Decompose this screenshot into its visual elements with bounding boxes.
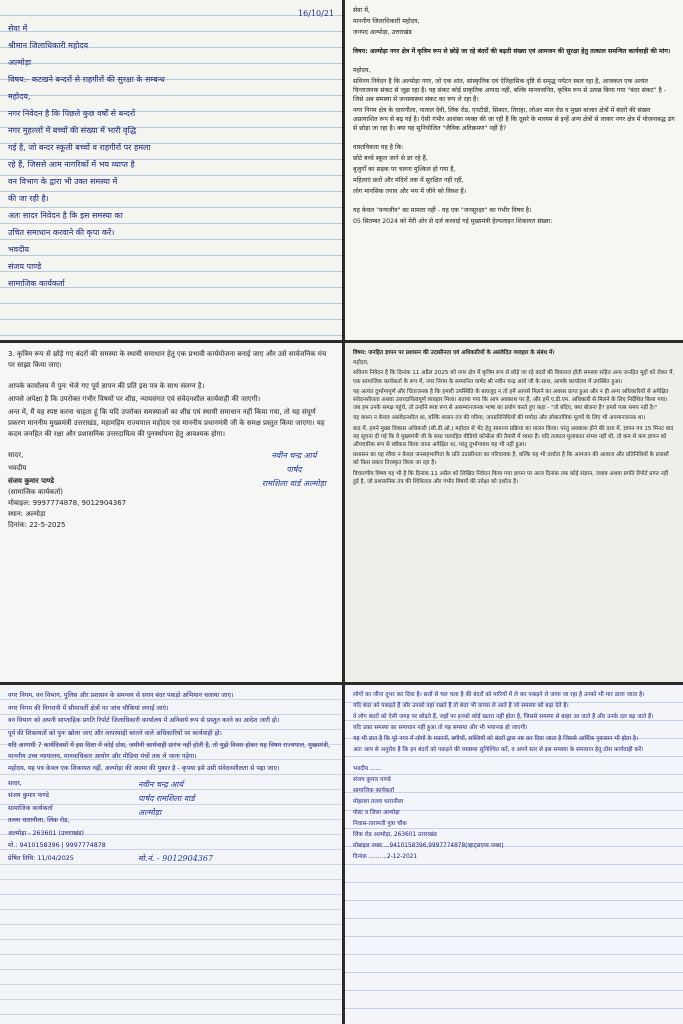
cosign-line: पार्षद xyxy=(286,465,302,474)
address-line: सेवा में, xyxy=(353,7,370,14)
letter-line: नगर मुहल्लों में बच्चों की संख्या में भारी वृद्धि xyxy=(8,126,136,135)
closing-line: लिंक रोड अल्मोड़ा, 263601 उत्तराखंड xyxy=(353,832,437,838)
handwritten-letter-panel xyxy=(0,0,342,340)
demand-item: नगर निगम की निगरानी में सीमावर्ती क्षेत्रों पर जांच चौकियां लगाई जाएं। xyxy=(8,704,169,712)
closing-line: सामाजिक कार्यकर्ता xyxy=(8,804,53,812)
cosign-line: पार्षद रामशिला वार्ड xyxy=(138,793,195,803)
closing-line: संजय कुमार पाण्डे xyxy=(8,792,49,799)
reality-heading: वास्तविकता यह है कि: xyxy=(353,144,404,151)
older-letter-page xyxy=(345,685,683,1024)
closing-line: पोस्ट व जिला अल्मोड़ा xyxy=(353,810,400,816)
closing-line: दिनांक ..........2-12-2021 xyxy=(353,854,418,860)
reality-item: बुजुर्गों का सड़क पर चलना मुश्किल हो गया है, xyxy=(353,166,456,173)
closing-line: मोबाइल नम्बर ...9410158396,9997774878(व्हाट्सएप्प नम्बर) xyxy=(353,843,504,849)
sender-place: स्थान: अल्मोड़ा xyxy=(8,510,46,518)
cosign-line: नवीन चन्द्र आर्य xyxy=(138,779,184,789)
closing-line: भवदीय xyxy=(8,464,27,472)
letter-address xyxy=(353,6,675,37)
closing-line: मो.: 9410158396 | 9997774878 xyxy=(8,842,106,849)
letter-paragraph: आपके कार्यालय में पुनः भेजे गए पूर्व ज्ञापन की प्रति इस पत्र के साथ संलग्न है। xyxy=(8,382,205,390)
closing-line: निवास-तारामती पुत्रा चौक xyxy=(353,821,407,827)
letter-salutation: महोदय, xyxy=(353,360,369,367)
letter-line: रहे हैं, जिससे आम नागरिकों में भय व्याप्त है xyxy=(8,160,135,169)
sender-role: (सामाजिक कार्यकर्ता) xyxy=(8,488,64,496)
letter-paragraph: वे लोग बंदरों को ऐसी जगह पर छोड़ते हैं, जहाँ पर इनको कोई खतरा नहीं होता है, जिससे समस्या से बाहर आ जाते हैं और उनके दल बढ़ जाते हैं। xyxy=(353,714,654,720)
address-line: जनपद अल्मोड़ा, उत्तराखंड xyxy=(353,29,412,36)
letter-paragraph: यदि बंदर को पकड़ते हैं और उनको वहां रखते हैं तो बंदर भी वापस ले आते हैं जो समस्या को बढ़ा देते हैं। xyxy=(353,703,569,709)
letter-paragraph: आपसे अपेक्षा है कि उपरोक्त गंभीर विषयों पर शीघ्र, न्यायसंगत एवं संवेदनशील कार्यवाही की जाएगी। xyxy=(8,395,261,403)
letter-paragraph: नगर निगम क्षेत्र के धारानौला, पाताल देवी, लिंक रोड, एनटीडी, सिकार, तिराहा, लोअर माल रोड व मुख्य बाजार क्षेत्रों में बंदरों की संख्या अप्रत्याशित रूप से बढ़ गई है। ऐसी गंभीर आशंका व्यक्त की जा रही है कि दूसरे के माध्यम से इन्हें अन्य क्षेत्रों से लाकर नगर क्षेत्र में योजनाबद्ध ढंग से छोड़ा जा रहा है। क्या यह सुनियोजित "जैविक अतिक्रमण" नहीं है? xyxy=(353,107,677,132)
letter-line: सेवा में xyxy=(8,24,28,33)
letter-line: नगर निवेदन है कि पिछले कुछ वर्षों से बन्दरों xyxy=(8,109,136,118)
footer-line: 05 सितम्बर 2024 को मेरी ओर से दर्ज करवाई गई मुख्यमंत्री हेल्पलाइन शिकायत संख्या: xyxy=(353,218,553,225)
reality-list xyxy=(353,154,675,196)
cosigner-signature xyxy=(138,779,195,821)
letter-paragraph: विचारणीय विषय यह भी है कि दिनांक 11 अप्रैल को लिखित निवेदन किया गया ज्ञापन पर आज दिनांक तक कोई संज्ञान, जवाब अथवा प्रगति रिपोर्ट प्राप्त नहीं हुई है, जो प्रशासनिक तंत्र की शिथिलता और गंभीर विषयों की उपेक्षा को दर्शाता है। xyxy=(353,470,670,485)
letter-line: गई है, जो बन्दर स्कूली बच्चों व राहगीरों पर हमला xyxy=(8,143,151,152)
closing-line: सादर, xyxy=(8,779,22,787)
typed-letter-complaint-page xyxy=(345,343,683,682)
letter-line: विषय:- कटखने बन्दरों से राहगीरों की सुरक्षा के सम्बन्ध xyxy=(8,75,165,84)
letter-date: दिनांक: 22-5-2025 xyxy=(8,521,66,529)
letter-paragraph: यह कथन न केवल असंवेदनशील था, बल्कि शासन तंत्र की गरिमा, जनप्रतिनिधियों की मर्यादा और लोकतांत्रिक मूल्यों के लिए भी अपमानजनक था। xyxy=(353,415,646,422)
reality-item: महिलाएं छतों और मंदिरों तक में सुरक्षित नहीं रहीं, xyxy=(353,177,464,184)
address-line: माननीय जिलाधिकारी महोदय, xyxy=(353,18,420,25)
cosigner-mobile: मो.नं. - 9012904367 xyxy=(138,853,214,863)
letter-paragraph: यह अत्यंत दुर्भाग्यपूर्ण और चिंताजनक है कि हमारी उपस्थिति के बावजूद न तो हमें आपसे मिलने का अवसर प्राप्त हुआ और न ही अन्य अधिकारियों से अपेक्षित संवेदनशीलता अथवा उत्तरदायित्वपूर्ण व्यवहार मिला। बताया गया कि आप अवकाश पर हैं, और हमें ए.डी.एम. अधिकारी से मिलने के लिए निर्देशित किया गया। जब हम उनके समक्ष पहुंचे, तो उन्होंने स्पष्ट रूप से असम्मानजनक भाषा का प्रयोग करते हुए कहा - "तो बंदिए, क्या बोलना है? हमारे पास समय नहीं है।" xyxy=(353,388,671,412)
signature-block xyxy=(8,779,334,865)
closing-line: भवदीय ...... xyxy=(353,766,382,772)
letter-paragraph: यदि उक्त समस्या का समाधान नहीं हुआ तो यह समस्या और भी भयानक हो जाएगी। xyxy=(353,725,528,731)
letter-line: उचित समाधान करवाने की कृपा करें। xyxy=(8,228,115,237)
cosigner-signature xyxy=(262,450,326,492)
letter-line: महोदय, xyxy=(8,92,31,101)
point-three: 3. कृत्रिम रूप से छोड़े गए बंदरों की समस्या के स्थायी समाधान हेतु एक प्रभावी कार्ययोजना बनाई जाए और उसे सार्वजनिक मंच पर साझा किया जाए। xyxy=(8,350,329,369)
letter-paragraph: प्रशासन का यह रवैया न केवल जनसहभागिता के प्रति उदासीनता का परिचायक है, बल्कि यह भी दर्शाता है कि आमजन की आवाज और प्रतिनिधियों के प्रयासों को किस प्रकार तिरस्कृत किया जा रहा है। xyxy=(353,452,671,467)
sender-name: संजय कुमार पाण्डे xyxy=(8,477,54,485)
letter-paragraph: यह भी ज्ञात है कि पूरे नगर में लोगों के मकानों, बगीचों, सब्जियों को बंदरों द्वारा नष्ट कर दिया जाता है जिससे आर्थिक नुकसान भी होता है। xyxy=(353,736,639,742)
letter-paragraph: बाद में, हमने मुख्य विकास अधिकारी (सी.डी.ओ.) महोदय से भेंट हेतु सामान्य प्रक्रिया का पालन किया। परंतु अवकाश होने की दशा में, ज्ञापन पत्र 15 मिनट बाद यह सूचना दी गई कि वे मुख्यमंत्री जी के साथ चलरहित वीडियो कॉन्फ्रेंस की तैयारी में व्यस्त हैं। यदि तत्काल मुलाकात संभव नहीं थी, तो कम से कम ज्ञापन को औपचारिक रूप से स्वीकार किया जाना अपेक्षित था, परंतु दुर्भाग्यवश यह भी नहीं हुआ। xyxy=(353,425,676,449)
letter-salutation: महोदय, xyxy=(353,67,371,74)
letter-paragraphs xyxy=(353,369,675,486)
letter-line: वन विभाग के द्वारा भी उक्त समस्या में xyxy=(8,177,118,186)
letter-subject: विषय: जनहित ज्ञापन पर प्रशासन की उदासीनता एवं अधिकारियों के असंवेदित व्यवहार के संबंध में। xyxy=(353,350,555,356)
letter-line: भवदीय xyxy=(8,245,30,254)
letter-line: श्रीमान जिलाधिकारी महोदय xyxy=(8,41,89,50)
reality-item: छोटे बच्चे स्कूल जाने से डर रहे हैं, xyxy=(353,155,428,162)
signature-block xyxy=(353,765,675,862)
closing-paragraphs xyxy=(8,381,334,440)
demand-item: नगर निगम, वन विभाग, पुलिस और प्रशासन के समन्वय से सघन बंदर पकड़ो अभियान चलाया जाए। xyxy=(8,692,234,699)
letter-body xyxy=(8,21,334,291)
demands-letter-page xyxy=(0,685,342,1024)
demand-item: पूर्व की शिकायतों को पुनः खोला जाए और लापरवाही बरतने वाले अधिकारियों पर कार्यवाही हो। xyxy=(8,729,222,737)
letter-line: अतः सादर निवेदन है कि इस समस्या का xyxy=(8,211,123,220)
closing-line: सादर, xyxy=(8,451,24,459)
letter-footer xyxy=(353,206,675,226)
letter-paragraphs xyxy=(353,77,675,133)
cosign-line: अल्मोड़ा xyxy=(138,807,162,817)
letter-line: संजय पाण्डे xyxy=(8,262,42,271)
reality-item: लोग मानसिक तनाव और भय में जीने को विवश हैं। xyxy=(353,188,467,195)
letter-paragraph: सविनय निवेदन है कि दिनांक 11 अप्रैल 2025 को नगर क्षेत्र में कृत्रिम रूप से छोड़े जा रहे बंदरों की विकराल होती समस्या सहित अन्य जनहित मुद्दों को लेकर मैं, एक सामाजिक कार्यकर्ता के रूप में, नगर निगम के सम्मानित पार्षद श्री नवीन चन्द्र आर्य जी के साथ, आपके कार्यालय में उपस्थित हुआ। xyxy=(353,370,677,385)
letter-subject: विषय: अल्मोड़ा नगर क्षेत्र में कृत्रिम रूप से छोड़े जा रहे बंदरों की बढ़ती संख्या एवं आमजन की सुरक्षा हेतु तत्काल समन्वित कार्यवाही की मांग। xyxy=(353,48,671,55)
closing-line: सामाजिक कार्यकर्ता xyxy=(353,788,395,794)
letter-paragraph: लोगों का जीना दूभर कर दिया है। छतों से चल चला है की बंदरों को मारियों में ले कर पकड़ने ले जाया जा रहा है उनको भी मार डाला जाता है। xyxy=(353,692,645,698)
cosign-line: नवीन चन्द्र आर्य xyxy=(271,451,317,460)
closing-line: अल्मोड़ा - 263601 (उत्तराखंड) xyxy=(8,829,84,837)
cosign-line: रामशिला वार्ड अल्मोड़ा xyxy=(261,479,326,488)
demand-item: महोदय, यह पत्र केवल एक शिकायत नहीं, अल्मोड़ा की आत्मा की पुकार है - कृपया इसे उसी संवेदनशीलता से पढ़ा जाए। xyxy=(8,765,280,772)
letter-paragraph: अन्त में, मैं यह स्पष्ट करना चाहता हूं कि यदि उपरोक्त समस्याओं का शीघ्र एवं स्थायी समाधान नहीं किया गया, तो यह संपूर्ण प्रकरण माननीय मुख्यमंत्री उत्तराखंड, महामहिम राज्यपाल महोदय एवं माननीय प्रधानमंत्री जी के समक्ष प्रस्तुत किया जाएगा। यह कदम जनहित की रक्षा और प्रशासनिक उत्तरदायित्व की पुनर्स्थापना हेतु आवश्यक होगा। xyxy=(8,408,327,438)
demand-item: यदि आगामी 7 कार्यदिवसों में इस दिशा में कोई ठोस, जमीनी कार्यवाही प्रारंभ नहीं होती है, तो मुझे विवश होकर यह विषय राज्यपाल, मुख्यमंत्री, माननीय उच्च न्यायालय, मानवाधिकार आयोग और मीडिया मंचों तक ले जाना पड़ेगा। xyxy=(8,742,333,760)
sender-mobile: मोबाइल: 9997774878, 9012904367 xyxy=(8,499,127,507)
closing-line: तल्ला धारानौला, लिंक रोड, xyxy=(8,817,70,824)
letter-line: की जा रही है। xyxy=(8,194,49,203)
closing-line: प्रेषित तिथि: 11/04/2025 xyxy=(8,854,74,862)
demand-item: वन विभाग को अपनी साप्ताहिक प्रगति रिपोर्ट जिलाधिकारी कार्यालय में अनिवार्य रूप से प्रस्तुत करने का आदेश जारी हो। xyxy=(8,717,280,724)
letter-line: अल्मोड़ा xyxy=(8,58,32,67)
typed-letter-page-1 xyxy=(345,0,683,340)
letter-paragraphs xyxy=(353,691,675,755)
footer-line: यह केवल "वन्यजीव" का मामला नहीं - यह एक "जनसुरक्षा" का गंभीर विषय है। xyxy=(353,207,532,214)
closing-line: मोहल्ला तल्ला धारानौला xyxy=(353,799,404,805)
demands-list xyxy=(8,691,334,775)
signature-block xyxy=(8,450,334,531)
typed-letter-closing-page xyxy=(0,343,342,682)
letter-line: सामाजिक कार्यकर्ता xyxy=(8,279,65,288)
letter-paragraph: सविनय निवेदन है कि अल्मोड़ा नगर, जो एक शांत, सांस्कृतिक एवं ऐतिहासिक दृष्टि से समृद्ध पर्यटन स्थल रहा है, आजकल एक अत्यंत चिन्ताजनक संकट से जूझ रहा है। यह संकट कोई प्राकृतिक आपदा नहीं, बल्कि मानवजनित, कृत्रिम रूप से उत्पन्न किया गया "बंदर संकट" है - जिसे अब समस्या से जनस्वास्थ्य संकट का रूप ले रहा है। xyxy=(353,78,668,103)
closing-line: संजय कुमार पाण्डे xyxy=(353,777,391,783)
letter-paragraph: अतः आप से अनुरोध है कि इन बंदरों को पकड़ने की व्यवस्था सुनिश्चित करें, व अपने स्तर से इस समस्या के समाधान हेतु ठोस कार्यवाही करें। xyxy=(353,747,644,753)
letter-date: 16/10/21 xyxy=(298,9,334,18)
